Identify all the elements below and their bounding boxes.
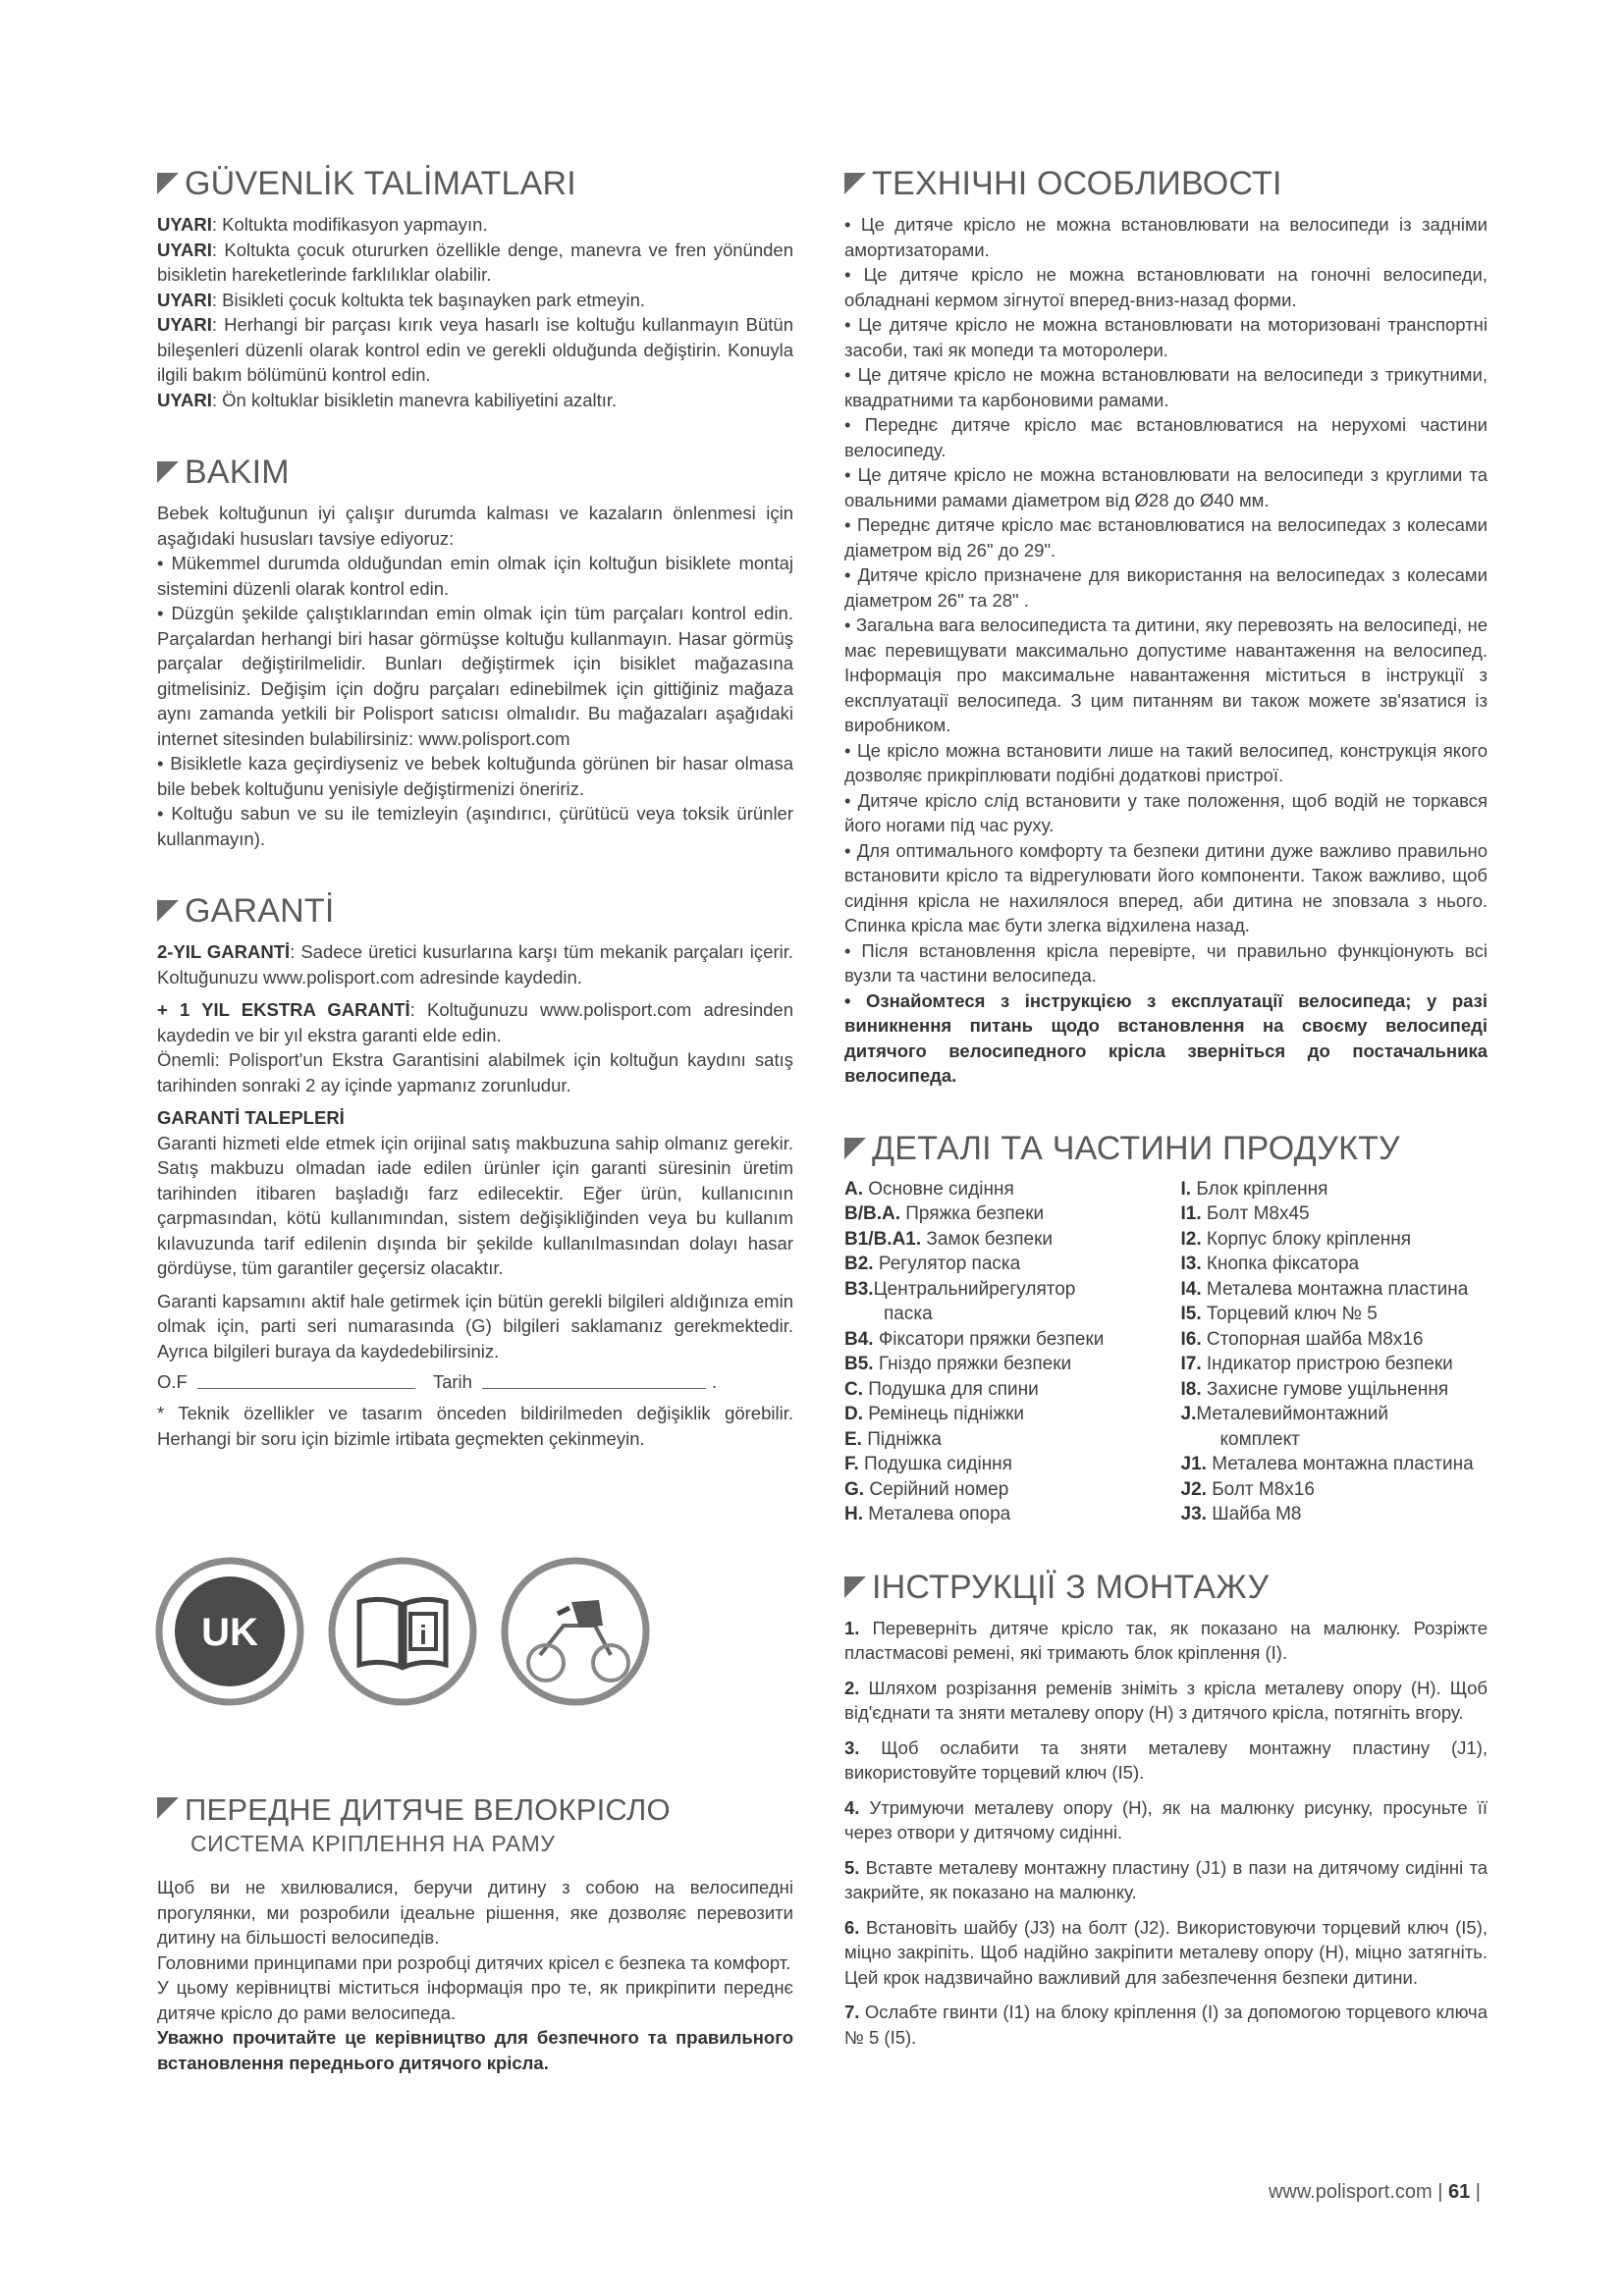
part-item: [844, 1402, 1152, 1427]
of-blank[interactable]: [197, 1387, 415, 1389]
parts-column-right: [1181, 1177, 1489, 1527]
part-value: Кнопка фіксатора: [1201, 1254, 1360, 1274]
part-value: Гніздо пряжки безпеки: [873, 1354, 1072, 1374]
part-key: J3.: [1180, 1504, 1207, 1524]
heading-marker-icon: [844, 1138, 866, 1159]
parts-list: [844, 1177, 1488, 1527]
heading-text: ДЕТАЛІ ТА ЧАСТИНИ ПРОДУКТУ: [872, 1129, 1400, 1167]
footer: www.polisport.com | 61 |: [1268, 2181, 1481, 2203]
part-value: Індикатор пристрою безпеки: [1201, 1354, 1453, 1374]
part-value: Стопорная шайба M8x16: [1201, 1328, 1424, 1350]
step-text: Ослабте гвинти (I1) на блоку кріплення (I) за допомогою торцевого ключа № 5 (I5).: [844, 2002, 1488, 2048]
part-item: [1181, 1252, 1489, 1277]
of-label: O.F: [157, 1371, 188, 1392]
heading-marker-icon: [844, 1576, 866, 1598]
section-heading: [157, 167, 793, 200]
part-item: [844, 1227, 1152, 1253]
bakim-item-3: • Bisikletle kaza geçirdiyseniz ve bebek koltuğunda görünen bir hasar olmasa bile bebek koltuğunu yenisiyle değiştirmenizi öneririz.: [157, 753, 793, 799]
part-value: Основне сидіння: [863, 1178, 1014, 1200]
uk-language-icon: [155, 1557, 304, 1706]
section-heading: [157, 1794, 793, 1825]
part-value: Торцевий ключ № 5: [1201, 1304, 1378, 1324]
tarih-blank[interactable]: [482, 1387, 706, 1389]
part-value: Корпус блоку кріплення: [1201, 1228, 1411, 1250]
step-number: 1.: [844, 1617, 860, 1638]
front-p4: Уважно прочитайте це керівництво для безпечного та правильного встановлення переднього дитячого крісла.: [157, 2027, 793, 2073]
part-item: [844, 1177, 1152, 1202]
tech-item: • Для оптимального комфорту та безпеки дитини дуже важливо правильно встановити крісло та відрегулювати його компоненти. Також важливо, щоб сидіння крісла не нахилялося вперед, аби дитина не зповзала з нього. Спинка крісла має бути злегка відхилена назад.: [844, 839, 1488, 935]
front-p3: У цьому керівництві міститься інформація про те, як прикріпити переднє дитяче крісло до рами велосипеда.: [157, 1977, 793, 2023]
tech-item: • Переднє дитяче крісло має встановлюватися на велосипедах з колесами діаметром від 26" до 29".: [844, 514, 1488, 561]
step-number: 4.: [844, 1796, 860, 1818]
part-item: [1181, 1177, 1489, 1202]
page-number: 61: [1447, 2181, 1471, 2203]
heading-text: GÜVENLİK TALİMATLARI: [185, 165, 576, 202]
part-key: I2.: [1180, 1228, 1202, 1250]
part-value: Болт M8x45: [1201, 1203, 1310, 1224]
info-label: i: [419, 1620, 427, 1650]
warning-3: UYARI: Bisikleti çocuk koltukta tek başınayken park etmeyin.: [157, 289, 645, 310]
tech-item: • Це дитяче крісло не можна встановлювати на гоночні велосипеди, обладнані кермом зігнутої вперед-вниз-назад форми.: [844, 264, 1488, 310]
section-front-seat: [157, 1794, 793, 2075]
part-value: Ремінець підніжки: [863, 1404, 1025, 1424]
section-heading: [844, 1568, 1488, 1606]
step-number: 7.: [844, 2002, 860, 2022]
part-value: Захисне гумове ущільнення: [1201, 1378, 1449, 1400]
part-value: паска: [884, 1304, 933, 1324]
part-key: I5.: [1180, 1304, 1202, 1324]
part-value: Пряжка безпеки: [900, 1203, 1045, 1224]
part-key: J2.: [1180, 1478, 1207, 1500]
part-item: [844, 1352, 1152, 1377]
bicycle-seat-icon: [501, 1557, 650, 1706]
part-key: I1.: [1180, 1203, 1202, 1224]
heading-text: ТЕХНІЧНІ ОСОБЛИВОСТІ: [872, 165, 1282, 202]
part-value: Металева монтажна пластина: [1206, 1454, 1474, 1474]
bakim-intro: Bebek koltuğunun iyi çalışır durumda kalması ve kazaların önlenmesi için aşağıdaki hususları tavsiye ediyoruz:: [157, 503, 793, 549]
heading-text: GARANTİ: [185, 892, 335, 930]
part-key: G.: [844, 1478, 865, 1500]
garanti-2yil: 2-YIL GARANTİ: Sadece üretici kusurlarına karşı tüm mekanik parçaları içerir. Koltuğunuzu www.polisport.com adresinde kaydedin.: [157, 941, 794, 988]
end-dot: .: [711, 1371, 718, 1392]
part-key: B4.: [844, 1328, 874, 1350]
part-key: A.: [844, 1178, 863, 1200]
part-value: Підніжка: [861, 1428, 942, 1450]
install-step: [844, 2000, 1488, 2050]
part-item: [1181, 1227, 1489, 1253]
part-item: [844, 1427, 1152, 1453]
install-step: [844, 1676, 1488, 1726]
parts-column-left: [844, 1177, 1152, 1527]
step-number: 3.: [844, 1736, 860, 1758]
tech-item: • Дитяче крісло слід встановити у таке положення, щоб водій не торкався його ногами під час руху.: [844, 789, 1488, 835]
part-item: [844, 1327, 1152, 1353]
part-value: Замок безпеки: [921, 1228, 1053, 1250]
right-column: [844, 167, 1488, 2059]
part-value: Серійний номер: [864, 1478, 1009, 1500]
part-value: Регулятор паска: [873, 1254, 1021, 1274]
garanti-note: * Teknik özellikler ve tasarım önceden bildirilmeden değişiklik görebilir. Herhangi bir soru için bizimle irtibata geçmekten çekinmeyin.: [157, 1403, 793, 1449]
garanti-extra: + 1 YIL EKSTRA GARANTİ: Koltuğunuzu www.polisport.com adresinden kaydedin ve bir yıl ekstra garanti elde edin.: [157, 999, 793, 1045]
tarih-label: Tarih: [432, 1371, 472, 1392]
part-item: [1181, 1452, 1489, 1477]
part-item: [1181, 1502, 1489, 1527]
heading-marker-icon: [157, 173, 179, 194]
garanti-talepleri-text: Garanti hizmeti elde etmek için orijinal satış makbuzuna sahip olmanız gerekir. Satış makbuzu olmadan iade edilen ürünler için garanti süresinin üretim tarihinden itibaren başladığı farz edilecektir. Eğer ürün, kullanıcının çarpmasından, kötü kullanımından, sistem değişikliğinden veya bu kullanım kılavuzunda tarif edilenin dışında bir şekilde kullanılmasından dolayı hasar gördüyse, tüm garantiler geçersiz olacaktır.: [157, 1132, 793, 1278]
heading-text: ІНСТРУКЦІЇ З МОНТАЖУ: [872, 1568, 1270, 1606]
subheading: СИСТЕМА КРІПЛЕННЯ НА РАМУ: [190, 1831, 556, 1856]
garanti-onemli: Önemli: Polisport'un Ekstra Garantisini alabilmek için koltuğun kaydını satış tarihinden sonraki 2 ay içinde yapmanız zorunludur.: [157, 1049, 793, 1095]
heading-marker-icon: [844, 173, 866, 194]
part-key: J.: [1180, 1404, 1197, 1424]
part-key: I3.: [1180, 1254, 1202, 1274]
part-key: F.: [844, 1454, 859, 1474]
part-key: B1/B.A1.: [844, 1228, 922, 1250]
warning-2: UYARI: Koltukta çocuk otururken özellikle denge, manevra ve fren yönünden bisikletin hareketlerinde farklılıklar olabilir.: [157, 239, 793, 285]
part-key: B3.: [844, 1278, 874, 1300]
tech-item: • Загальна вага велосипедиста та дитини, яку перевозять на велосипеді, не має перевищувати максимально допустиме навантаження на велосипед. Інформація про максимальне навантаження міститься в інструкції з експлуатації велосипеда. З цим питанням ви також можете зв'язатися із виробником.: [844, 614, 1488, 735]
tech-item: • Це дитяче крісло не можна встановлювати на велосипеди із задніми амортизаторами.: [844, 214, 1488, 260]
heading-marker-icon: [157, 1797, 179, 1819]
section-heading: [844, 1129, 1488, 1167]
install-step: [844, 1915, 1488, 1991]
step-text: Вставте металеву монтажну пластину (J1) в пази на дитячому сидінні та закрийте, як показано на малюнку.: [844, 1856, 1488, 1902]
part-key: B2.: [844, 1254, 874, 1274]
step-text: Переверніть дитяче крісло так, як показано на малюнку. Розріжте пластмасові ремені, які тримають блок кріплення (I).: [844, 1617, 1488, 1663]
heading-marker-icon: [157, 461, 179, 483]
garanti-scope: Garanti kapsamını aktif hale getirmek için bütün gerekli bilgileri aldığınıza emin olmak için, parti seri numarasında (G) bilgileri saklamanız gerekmektedir. Ayrıca bilgileri buraya da kaydedebilirsiniz.: [157, 1290, 793, 1362]
left-column: [157, 167, 793, 2075]
heading-text: BAKIM: [185, 454, 290, 491]
part-item: [1181, 1352, 1489, 1377]
section-guvenlik: [157, 167, 793, 412]
tech-item: • Це крісло можна встановити лише на такий велосипед, конструкція якого дозволяє прикріплювати подібні додаткові пристрої.: [844, 739, 1488, 785]
part-key: I8.: [1180, 1378, 1202, 1400]
part-value: Подушка для спини: [863, 1378, 1039, 1400]
part-value: Металевиймонтажний: [1196, 1404, 1388, 1424]
warning-1: UYARI: Koltukta modifikasyon yapmayın.: [157, 214, 488, 235]
footer-site[interactable]: www.polisport.com: [1268, 2181, 1433, 2203]
part-value: комплект: [1219, 1428, 1300, 1450]
step-text: Встановіть шайбу (J3) на болт (J2). Використовуючи торцевий ключ (I5), міцно закріпіть. Щоб надійно закріпити металеву опору (H), міцно затягніть. Цей крок надзвичайно важливий для забезпечення безпеки дитини.: [844, 1916, 1488, 1988]
section-garanti: [157, 894, 793, 1451]
part-item: [1181, 1327, 1489, 1353]
step-number: 5.: [844, 1856, 860, 1878]
part-key: D.: [844, 1404, 863, 1424]
part-value: Металева опора: [863, 1504, 1011, 1524]
install-step: [844, 1855, 1488, 1905]
part-item: [844, 1477, 1152, 1503]
tech-item-bold: • Ознайомтеся з інструкцією з експлуатації велосипеда; у разі виникнення питань щодо встановлення на своєму велосипеді дитячого велосипедного крісла зверніться до постачальника велосипеда.: [844, 989, 1488, 1086]
step-number: 2.: [844, 1677, 860, 1698]
part-key: I.: [1180, 1178, 1192, 1200]
part-value: Центральнийрегулятор: [873, 1278, 1076, 1300]
step-text: Щоб ослабити та зняти металеву монтажну пластину (J1), використовуйте торцевий ключ (I5).: [844, 1736, 1488, 1783]
part-key: I6.: [1180, 1328, 1202, 1350]
part-item: [1181, 1377, 1489, 1403]
tech-item: • Після встановлення крісла перевірте, чи правильно функціонують всі вузли та частини велосипеда.: [844, 939, 1488, 986]
section-heading: [844, 167, 1488, 200]
section-heading: [157, 455, 793, 489]
part-key: I4.: [1180, 1278, 1202, 1300]
part-item: [844, 1201, 1152, 1227]
part-key: I7.: [1180, 1354, 1202, 1374]
part-value: Фіксатори пряжки безпеки: [873, 1328, 1105, 1350]
install-step: [844, 1795, 1488, 1845]
tech-item: • Переднє дитяче крісло має встановлюватися на нерухомі частини велосипеду.: [844, 414, 1488, 460]
part-item: [1181, 1201, 1489, 1227]
tech-item: • Дитяче крісло призначене для використання на велосипедах з колесами діаметром 26" та 28" .: [844, 564, 1488, 611]
tech-item: • Це дитяче крісло не можна встановлювати на моторизовані транспортні засоби, такі як мопеди та моторолери.: [844, 314, 1488, 360]
part-value: Шайба M8: [1206, 1504, 1302, 1524]
bakim-item-1: • Mükemmel durumda olduğundan emin olmak için koltuğun bisiklete montaj sistemini düzenli olarak kontrol edin.: [157, 553, 793, 599]
part-item: [844, 1377, 1152, 1403]
tech-item: • Це дитяче крісло не можна встановлювати на велосипеди з круглими та овальними рамами діаметром від Ø28 до Ø40 мм.: [844, 464, 1488, 510]
part-item: [1181, 1427, 1489, 1453]
section-tech: [844, 167, 1488, 1089]
uk-label: UK: [201, 1611, 258, 1654]
part-value: Металева монтажна пластина: [1201, 1278, 1469, 1300]
part-item: [1181, 1402, 1489, 1427]
install-step: [844, 1735, 1488, 1786]
install-steps: [844, 1616, 1488, 2051]
part-key: J1.: [1180, 1454, 1207, 1474]
heading-marker-icon: [157, 900, 179, 922]
warning-4: UYARI: Herhangi bir parçası kırık veya hasarlı ise koltuğu kullanmayın Bütün bileşenleri düzenli olarak kontrol edin ve gerekli olduğunda değiştirin. Konuyla ilgili bakım bölümünü kontrol edin.: [157, 314, 793, 385]
bakim-item-4: • Koltuğu sabun ve su ile temizleyin (aşındırıcı, çürütücü veya toksik ürünler kullanmayın).: [157, 803, 793, 849]
part-value: Подушка сидіння: [858, 1454, 1012, 1474]
install-step: [844, 1616, 1488, 1666]
front-p2: Головними принципами при розробці дитячих крісел є безпека та комфорт.: [157, 1951, 791, 1973]
part-item: [844, 1452, 1152, 1477]
part-key: B/B.A.: [844, 1203, 900, 1224]
section-install: [844, 1568, 1488, 2051]
step-text: Утримуючи металеву опору (H), як на малюнку рисунку, просуньте її через отвори у дитячому сидінні.: [844, 1796, 1488, 1842]
part-key: H.: [844, 1504, 863, 1524]
step-text: Шляхом розрізання ременів зніміть з крісла металеву опору (H). Щоб від'єднати та зняти металеву опору (H) з дитячого крісла, потягніть вгору.: [844, 1677, 1488, 1723]
part-item: [1181, 1302, 1489, 1327]
step-number: 6.: [844, 1916, 860, 1938]
part-key: C.: [844, 1378, 863, 1400]
part-key: B5.: [844, 1354, 874, 1374]
of-date-line: [157, 1371, 793, 1393]
part-item: [1181, 1477, 1489, 1503]
section-bakim: [157, 455, 793, 851]
part-item: [844, 1302, 1152, 1327]
heading-text: ПЕРЕДНЕ ДИТЯЧЕ ВЕЛОКРІСЛО: [185, 1792, 671, 1827]
part-key: E.: [844, 1428, 862, 1450]
icon-row: [155, 1557, 793, 1706]
part-value: Блок кріплення: [1191, 1178, 1328, 1200]
bakim-item-2: • Düzgün şekilde çalıştıklarından emin olmak için tüm parçaları kontrol edin. Parçalardan herhangi biri hasar görmüşse koltuğu kullanmayın. Hasar görmüş parçalar değiştirilmelidir. Bunları değiştirmek için bisiklet mağazasına gitmelisiniz. Değişim için doğru parçaları edinebilmek için gittiğiniz mağaza aynı zamanda yetkili bir Polisport satıcısı olmalıdır. Bu mağazaları aşağıdaki internet sitesinden bulabilirsiniz: www.polisport.com: [157, 603, 793, 749]
part-item: [844, 1277, 1152, 1303]
part-item: [844, 1502, 1152, 1527]
read-manual-icon: [328, 1557, 477, 1706]
part-item: [844, 1252, 1152, 1277]
garanti-talepleri-title: GARANTİ TALEPLERİ: [157, 1107, 345, 1128]
part-item: [1181, 1277, 1489, 1303]
tech-item: • Це дитяче крісло не можна встановлювати на велосипеди з трикутними, квадратними та карбоновими рамами.: [844, 364, 1488, 410]
section-heading: [157, 894, 793, 928]
part-value: Болт M8x16: [1206, 1478, 1315, 1500]
warning-5: UYARI: Ön koltuklar bisikletin manevra kabiliyetini azaltır.: [157, 389, 618, 410]
section-parts: [844, 1129, 1488, 1527]
front-p1: Щоб ви не хвилювалися, беручи дитину з собою на велосипедні прогулянки, ми розробили ідеальне рішення, яке дозволяє перевозити дитину на більшості велосипедів.: [157, 1877, 793, 1948]
